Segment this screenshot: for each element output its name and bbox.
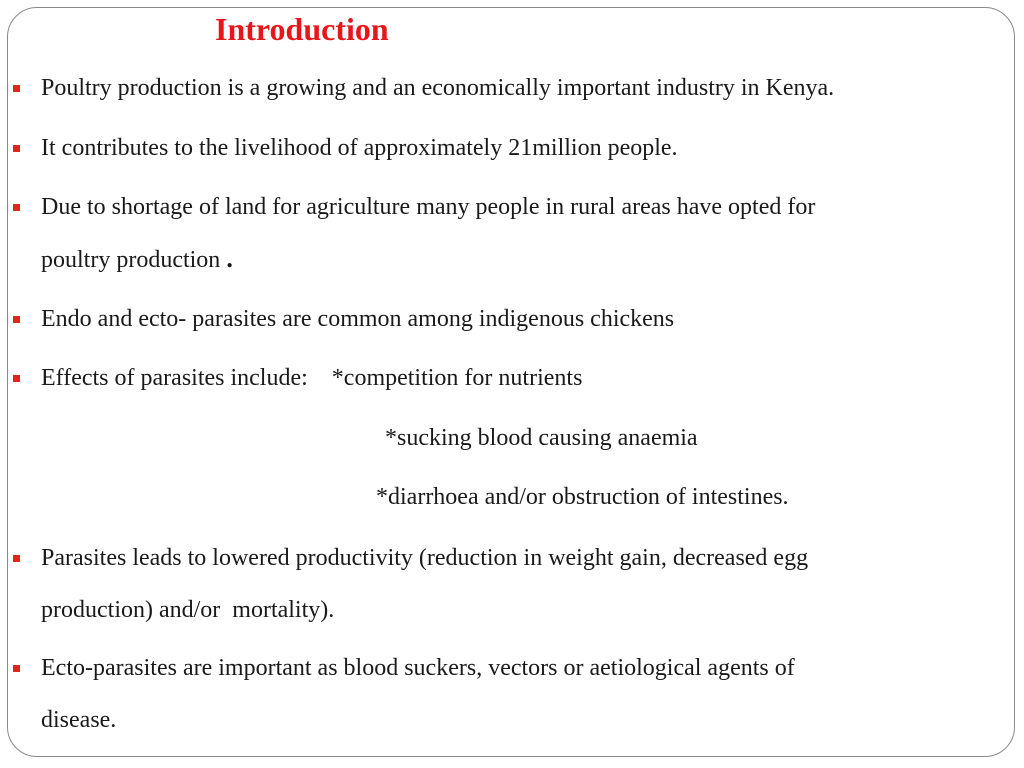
square-bullet-icon (13, 555, 20, 562)
square-bullet-icon (13, 665, 20, 672)
square-bullet-icon (13, 145, 20, 152)
bullet-text: Ecto-parasites are important as blood suckers, vectors or aetiological agents of (41, 655, 795, 681)
bullet-text: Parasites leads to lowered productivity (reduction in weight gain, decreased egg (41, 545, 809, 571)
bullet-text: It contributes to the livelihood of approximately 21million people. (41, 135, 678, 161)
square-bullet-icon (13, 316, 20, 323)
slide-title: Introduction (215, 11, 389, 47)
bullet-text: Endo and ecto- parasites are common among indigenous chickens (41, 306, 675, 332)
sub-effect-text: *diarrhoea and/or obstruction of intestines. (376, 484, 789, 510)
bullet-text-continued: disease. (41, 707, 117, 733)
bullet-text-fragment: poultry production (41, 247, 221, 273)
square-bullet-icon (13, 85, 20, 92)
bullet-text-continued: production) and/or mortality). (41, 597, 335, 623)
square-bullet-icon (13, 375, 20, 382)
trailing-period: . (226, 244, 233, 273)
bullet-text: Poultry production is a growing and an economically important industry in Kenya. (41, 75, 835, 101)
bullet-text: Effects of parasites include: *competition for nutrients (41, 365, 583, 391)
bullet-text: Due to shortage of land for agriculture many people in rural areas have opted for (41, 194, 816, 220)
sub-effect-text: *sucking blood causing anaemia (385, 425, 698, 451)
bullet-text-continued (41, 244, 233, 275)
square-bullet-icon (13, 204, 20, 211)
